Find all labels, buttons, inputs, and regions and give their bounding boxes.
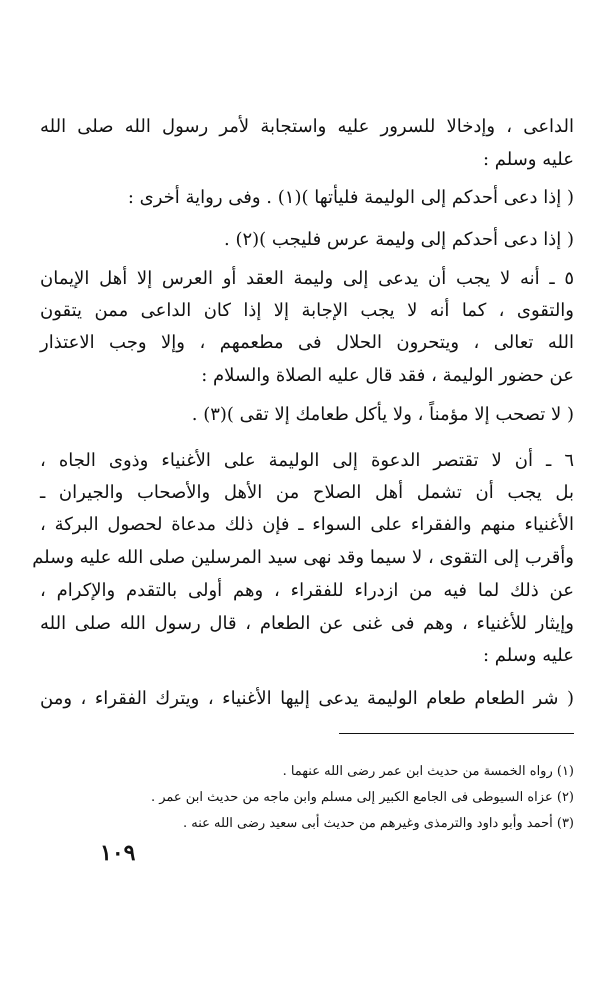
text-line: ٦ ـ أن لا تقتصر الدعوة إلى الوليمة على الأغنياء وذوى الجاه ، — [40, 450, 574, 471]
hadith-quote: ( لا تصحب إلا مؤمناً ، ولا يأكل طعامك إلا تقى )(٣) . — [191, 404, 574, 425]
text-line: عليه وسلم : — [482, 645, 574, 666]
text-line: ٥ ـ أنه لا يجب أن يدعى إلى وليمة العقد أو العرس إلا أهل الإيمان — [40, 268, 574, 289]
page-number: ١٠٩ — [100, 840, 136, 866]
text-line: وإيثار للأغنياء ، وهم فى غنى عن الطعام ، قال رسول الله صلى الله — [40, 613, 575, 634]
hadith-quote: ( شر الطعام طعام الوليمة يدعى إليها الأغنياء ، ويترك الفقراء ، ومن — [40, 688, 574, 709]
text-line: عن حضور الوليمة ، فقد قال عليه الصلاة والسلام : — [201, 365, 574, 386]
text-line: الداعى ، وإدخالا للسرور عليه واستجابة لأمر رسول الله صلى الله — [40, 116, 574, 137]
footnote-divider — [339, 733, 574, 734]
hadith-quote: ( إذا دعى أحدكم إلى وليمة عرس فليجب )(٢) . — [224, 229, 574, 250]
text-line: والتقوى ، كما أنه لا يجب الإجابة إلا إذا كان الداعى ممن يتقون — [40, 300, 574, 321]
text-line: الله تعالى ، ويتحرون الحلال فى مطعمهم ، وإلا وجب الاعتذار — [40, 332, 574, 353]
text-line: الأغنياء منهم والفقراء على السواء ـ فإن ذلك مدعاة لحصول البركة ، — [40, 514, 574, 535]
footnote: (٣) أحمد وأبو داود والترمذى وغيرهم من حديث أبى سعيد رضى الله عنه . — [183, 816, 574, 831]
text-line: عليه وسلم : — [482, 149, 574, 170]
text-line: وأقرب إلى التقوى ، لا سيما وقد نهى سيد المرسلين صلى الله عليه وسلم — [32, 547, 574, 568]
text-line: عن ذلك لما فيه من ازدراء للفقراء ، وهم أولى بالتقدم والإكرام ، — [40, 580, 574, 601]
text-line: بل يجب أن تشمل أهل الصلاح من الأهل والأصحاب والجيران ـ — [40, 482, 574, 503]
hadith-quote: ( إذا دعى أحدكم إلى الوليمة فليأتها )(١) . وفى رواية أخرى : — [127, 187, 574, 208]
footnote: (٢) عزاه السيوطى فى الجامع الكبير إلى مسلم وابن ماجه من حديث ابن عمر . — [150, 790, 574, 805]
footnote: (١) رواه الخمسة من حديث ابن عمر رضى الله عنهما . — [282, 764, 574, 779]
